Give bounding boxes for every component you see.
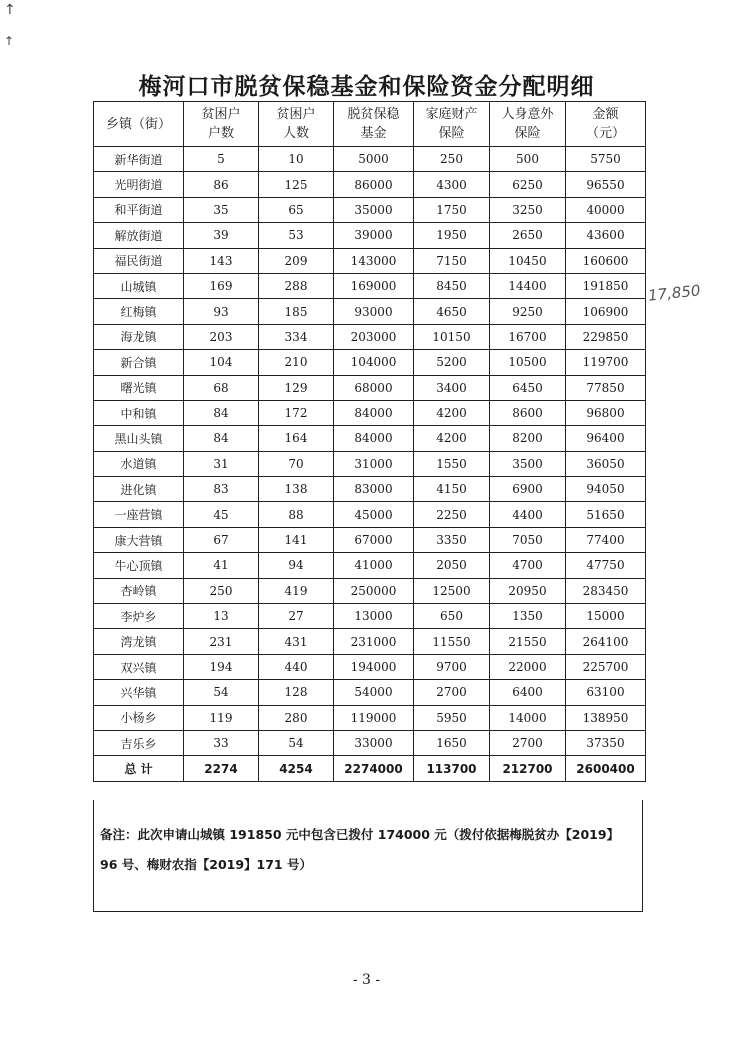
- value-cell: 36050: [566, 451, 646, 476]
- value-cell: 20950: [490, 578, 566, 603]
- value-cell: 51650: [566, 502, 646, 527]
- value-cell: 83000: [334, 477, 414, 502]
- township-name-cell: 福民街道: [94, 248, 184, 273]
- value-cell: 264100: [566, 629, 646, 654]
- table-row: [94, 273, 646, 298]
- column-header-text: 金额: [592, 107, 619, 122]
- value-cell: 6450: [490, 375, 566, 400]
- value-cell: 33: [184, 730, 259, 755]
- table-row: [94, 172, 646, 197]
- value-cell: 53: [259, 223, 334, 248]
- value-cell: 119700: [566, 350, 646, 375]
- value-cell: 6900: [490, 477, 566, 502]
- column-header-text: 人数: [282, 126, 309, 141]
- value-cell: 15000: [566, 604, 646, 629]
- value-cell: 141: [259, 527, 334, 552]
- value-cell: 185: [259, 299, 334, 324]
- township-name-cell: 曙光镇: [94, 375, 184, 400]
- value-cell: 2700: [414, 680, 490, 705]
- table-body: [94, 147, 646, 782]
- total-value-cell: 2274: [184, 756, 259, 781]
- column-header: [490, 102, 566, 147]
- value-cell: 22000: [490, 654, 566, 679]
- value-cell: 96550: [566, 172, 646, 197]
- value-cell: 1950: [414, 223, 490, 248]
- total-row: [94, 756, 646, 781]
- value-cell: 9700: [414, 654, 490, 679]
- value-cell: 84: [184, 400, 259, 425]
- township-name-cell: 红梅镇: [94, 299, 184, 324]
- value-cell: 41000: [334, 553, 414, 578]
- column-header: [334, 102, 414, 147]
- table-row: [94, 477, 646, 502]
- total-value-cell: 2600400: [566, 756, 646, 781]
- handwritten-note: 17,850: [647, 281, 702, 305]
- table-row: [94, 629, 646, 654]
- value-cell: 2050: [414, 553, 490, 578]
- value-cell: 54: [259, 730, 334, 755]
- township-name-cell: 水道镇: [94, 451, 184, 476]
- column-header-text: 人身意外: [501, 107, 554, 122]
- column-header: [184, 102, 259, 147]
- value-cell: 250: [184, 578, 259, 603]
- value-cell: 68: [184, 375, 259, 400]
- value-cell: 2650: [490, 223, 566, 248]
- township-name-cell: 海龙镇: [94, 324, 184, 349]
- township-name-cell: 山城镇: [94, 273, 184, 298]
- value-cell: 3350: [414, 527, 490, 552]
- value-cell: 14000: [490, 705, 566, 730]
- value-cell: 4300: [414, 172, 490, 197]
- total-value-cell: 4254: [259, 756, 334, 781]
- value-cell: 2250: [414, 502, 490, 527]
- table-row: [94, 400, 646, 425]
- value-cell: 143: [184, 248, 259, 273]
- corner-mark: ↑: [4, 34, 15, 48]
- value-cell: 419: [259, 578, 334, 603]
- value-cell: 94: [259, 553, 334, 578]
- township-name-cell: 湾龙镇: [94, 629, 184, 654]
- table-row: [94, 375, 646, 400]
- column-header-text: 贫困户: [276, 107, 316, 122]
- value-cell: 288: [259, 273, 334, 298]
- table-row: [94, 578, 646, 603]
- value-cell: 164: [259, 426, 334, 451]
- value-cell: 35000: [334, 197, 414, 222]
- value-cell: 5000: [334, 147, 414, 172]
- township-name-cell: 杏岭镇: [94, 578, 184, 603]
- value-cell: 4150: [414, 477, 490, 502]
- township-name-cell: 新合镇: [94, 350, 184, 375]
- page-number: - 3 -: [352, 972, 381, 988]
- value-cell: 68000: [334, 375, 414, 400]
- remarks-note: 备注：此次申请山城镇 191850 元中包含已拨付 174000 元（拨付依据梅脱贫办【2019】96 号、梅财农指【2019】171 号）: [93, 800, 643, 912]
- value-cell: 88: [259, 502, 334, 527]
- value-cell: 4700: [490, 553, 566, 578]
- value-cell: 94050: [566, 477, 646, 502]
- value-cell: 650: [414, 604, 490, 629]
- value-cell: 500: [490, 147, 566, 172]
- table-row: [94, 426, 646, 451]
- value-cell: 33000: [334, 730, 414, 755]
- value-cell: 8200: [490, 426, 566, 451]
- value-cell: 93000: [334, 299, 414, 324]
- value-cell: 125: [259, 172, 334, 197]
- value-cell: 225700: [566, 654, 646, 679]
- value-cell: 96800: [566, 400, 646, 425]
- value-cell: 334: [259, 324, 334, 349]
- value-cell: 84000: [334, 426, 414, 451]
- value-cell: 12500: [414, 578, 490, 603]
- value-cell: 84000: [334, 400, 414, 425]
- value-cell: 65: [259, 197, 334, 222]
- column-header-text: 基金: [360, 126, 387, 141]
- value-cell: 209: [259, 248, 334, 273]
- column-header: [94, 102, 184, 147]
- value-cell: 10: [259, 147, 334, 172]
- township-name-cell: 兴华镇: [94, 680, 184, 705]
- value-cell: 39: [184, 223, 259, 248]
- column-header-text: 贫困户: [201, 107, 241, 122]
- value-cell: 83: [184, 477, 259, 502]
- value-cell: 70: [259, 451, 334, 476]
- township-name-cell: 光明街道: [94, 172, 184, 197]
- township-name-cell: 李炉乡: [94, 604, 184, 629]
- value-cell: 191850: [566, 273, 646, 298]
- value-cell: 77400: [566, 527, 646, 552]
- column-header-text: 保险: [514, 126, 541, 141]
- column-header: [566, 102, 646, 147]
- value-cell: 5: [184, 147, 259, 172]
- column-header-text: （元）: [585, 126, 625, 141]
- value-cell: 138: [259, 477, 334, 502]
- value-cell: 84: [184, 426, 259, 451]
- value-cell: 172: [259, 400, 334, 425]
- value-cell: 27: [259, 604, 334, 629]
- value-cell: 6400: [490, 680, 566, 705]
- township-name-cell: 吉乐乡: [94, 730, 184, 755]
- value-cell: 10500: [490, 350, 566, 375]
- township-name-cell: 进化镇: [94, 477, 184, 502]
- value-cell: 40000: [566, 197, 646, 222]
- value-cell: 7050: [490, 527, 566, 552]
- table-row: [94, 451, 646, 476]
- value-cell: 67000: [334, 527, 414, 552]
- table-row: [94, 223, 646, 248]
- corner-mark: ↑: [4, 2, 16, 18]
- value-cell: 5950: [414, 705, 490, 730]
- table-row: [94, 197, 646, 222]
- column-header: [414, 102, 490, 147]
- total-value-cell: 113700: [414, 756, 490, 781]
- column-header-text: 乡镇（街）: [105, 116, 171, 132]
- value-cell: 160600: [566, 248, 646, 273]
- table-row: [94, 680, 646, 705]
- value-cell: 54000: [334, 680, 414, 705]
- value-cell: 13: [184, 604, 259, 629]
- value-cell: 16700: [490, 324, 566, 349]
- value-cell: 35: [184, 197, 259, 222]
- table-row: [94, 730, 646, 755]
- column-header-text: 户数: [207, 126, 234, 141]
- table-header-row: [94, 102, 646, 147]
- value-cell: 5750: [566, 147, 646, 172]
- value-cell: 3250: [490, 197, 566, 222]
- value-cell: 231000: [334, 629, 414, 654]
- value-cell: 4400: [490, 502, 566, 527]
- table-row: [94, 527, 646, 552]
- township-name-cell: 双兴镇: [94, 654, 184, 679]
- value-cell: 1650: [414, 730, 490, 755]
- value-cell: 283450: [566, 578, 646, 603]
- value-cell: 4200: [414, 426, 490, 451]
- value-cell: 250000: [334, 578, 414, 603]
- value-cell: 203: [184, 324, 259, 349]
- table-row: [94, 147, 646, 172]
- table-row: [94, 502, 646, 527]
- value-cell: 250: [414, 147, 490, 172]
- value-cell: 106900: [566, 299, 646, 324]
- column-header: [259, 102, 334, 147]
- value-cell: 1550: [414, 451, 490, 476]
- value-cell: 86000: [334, 172, 414, 197]
- table-row: [94, 299, 646, 324]
- value-cell: 143000: [334, 248, 414, 273]
- table-row: [94, 248, 646, 273]
- township-name-cell: 新华街道: [94, 147, 184, 172]
- value-cell: 431: [259, 629, 334, 654]
- total-value-cell: 2274000: [334, 756, 414, 781]
- column-header-text: 家庭财产: [425, 107, 478, 122]
- total-label-cell: 总 计: [94, 756, 184, 781]
- value-cell: 31000: [334, 451, 414, 476]
- allocation-table: [93, 101, 646, 782]
- value-cell: 229850: [566, 324, 646, 349]
- value-cell: 203000: [334, 324, 414, 349]
- table-row: [94, 604, 646, 629]
- township-name-cell: 一座营镇: [94, 502, 184, 527]
- township-name-cell: 牛心顶镇: [94, 553, 184, 578]
- value-cell: 138950: [566, 705, 646, 730]
- value-cell: 1750: [414, 197, 490, 222]
- township-name-cell: 小杨乡: [94, 705, 184, 730]
- column-header-text: 保险: [438, 126, 465, 141]
- value-cell: 1350: [490, 604, 566, 629]
- value-cell: 63100: [566, 680, 646, 705]
- value-cell: 5200: [414, 350, 490, 375]
- value-cell: 8600: [490, 400, 566, 425]
- value-cell: 14400: [490, 273, 566, 298]
- value-cell: 37350: [566, 730, 646, 755]
- table-row: [94, 654, 646, 679]
- township-name-cell: 和平街道: [94, 197, 184, 222]
- table-row: [94, 705, 646, 730]
- value-cell: 11550: [414, 629, 490, 654]
- value-cell: 4650: [414, 299, 490, 324]
- value-cell: 8450: [414, 273, 490, 298]
- value-cell: 104: [184, 350, 259, 375]
- value-cell: 128: [259, 680, 334, 705]
- column-header-text: 脱贫保稳: [347, 107, 400, 122]
- value-cell: 96400: [566, 426, 646, 451]
- value-cell: 280: [259, 705, 334, 730]
- value-cell: 45000: [334, 502, 414, 527]
- value-cell: 119000: [334, 705, 414, 730]
- value-cell: 3500: [490, 451, 566, 476]
- value-cell: 231: [184, 629, 259, 654]
- value-cell: 45: [184, 502, 259, 527]
- value-cell: 119: [184, 705, 259, 730]
- table-row: [94, 350, 646, 375]
- value-cell: 93: [184, 299, 259, 324]
- total-value-cell: 212700: [490, 756, 566, 781]
- value-cell: 104000: [334, 350, 414, 375]
- value-cell: 47750: [566, 553, 646, 578]
- value-cell: 41: [184, 553, 259, 578]
- table-row: [94, 324, 646, 349]
- value-cell: 67: [184, 527, 259, 552]
- value-cell: 2700: [490, 730, 566, 755]
- page-title: 梅河口市脱贫保稳基金和保险资金分配明细: [138, 74, 595, 100]
- value-cell: 9250: [490, 299, 566, 324]
- value-cell: 7150: [414, 248, 490, 273]
- value-cell: 21550: [490, 629, 566, 654]
- value-cell: 169: [184, 273, 259, 298]
- value-cell: 169000: [334, 273, 414, 298]
- value-cell: 194: [184, 654, 259, 679]
- value-cell: 10450: [490, 248, 566, 273]
- township-name-cell: 黑山头镇: [94, 426, 184, 451]
- value-cell: 440: [259, 654, 334, 679]
- value-cell: 39000: [334, 223, 414, 248]
- township-name-cell: 解放街道: [94, 223, 184, 248]
- value-cell: 129: [259, 375, 334, 400]
- value-cell: 43600: [566, 223, 646, 248]
- table-row: [94, 553, 646, 578]
- value-cell: 4200: [414, 400, 490, 425]
- value-cell: 194000: [334, 654, 414, 679]
- value-cell: 54: [184, 680, 259, 705]
- value-cell: 13000: [334, 604, 414, 629]
- value-cell: 10150: [414, 324, 490, 349]
- value-cell: 77850: [566, 375, 646, 400]
- value-cell: 31: [184, 451, 259, 476]
- value-cell: 3400: [414, 375, 490, 400]
- township-name-cell: 中和镇: [94, 400, 184, 425]
- value-cell: 86: [184, 172, 259, 197]
- value-cell: 6250: [490, 172, 566, 197]
- value-cell: 210: [259, 350, 334, 375]
- township-name-cell: 康大营镇: [94, 527, 184, 552]
